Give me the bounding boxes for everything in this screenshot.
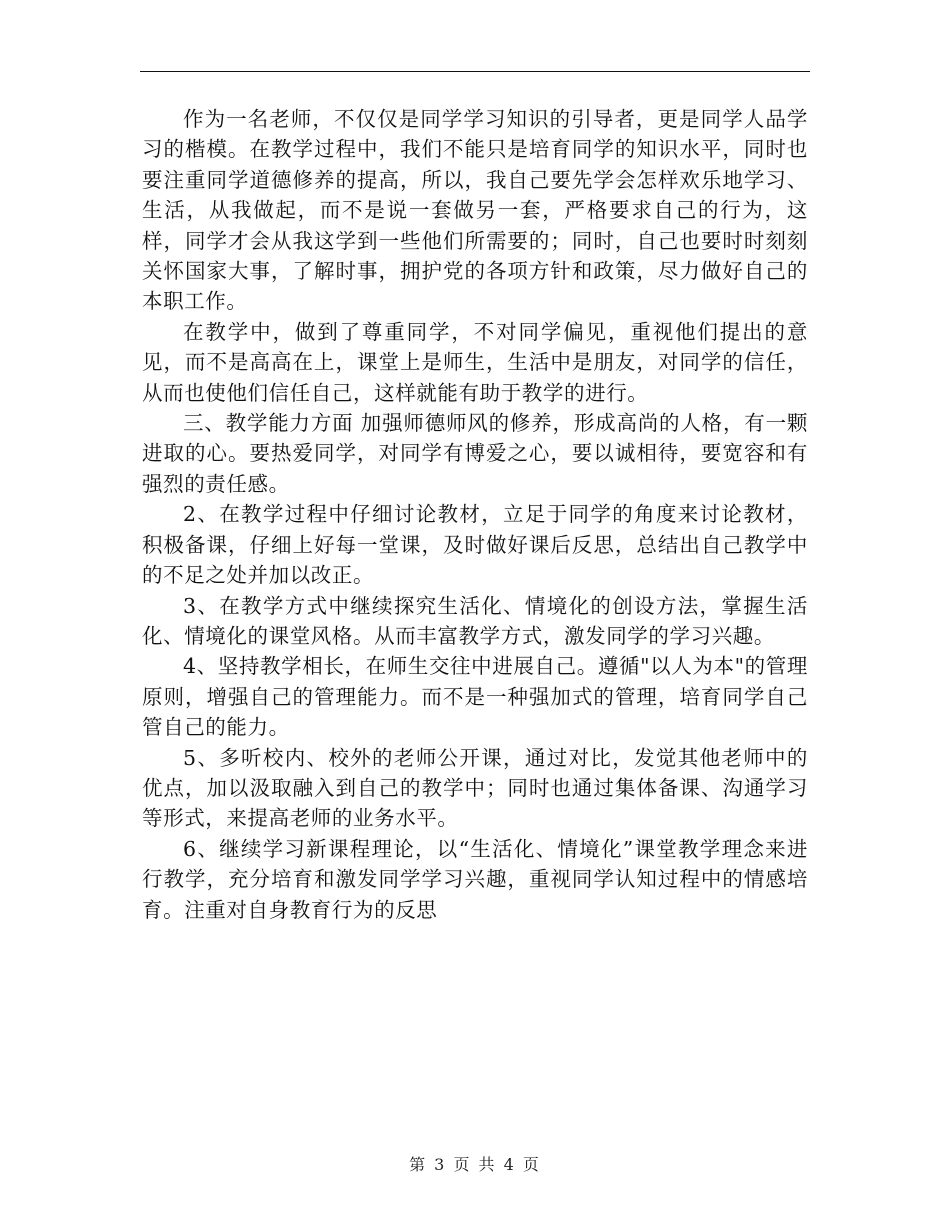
paragraph-respect-students: 在教学中，做到了尊重同学，不对同学偏见，重视他们提出的意见，而不是高高在上，课堂上是师生，生活中是朋友，对同学的信任，从而也使他们信任自己，这样就能有助于教学的进行。 xyxy=(142,319,808,405)
paragraph-teaching-ability: 三、教学能力方面 加强师德师风的修养，形成高尚的人格，有一颗进取的心。要热爱同学，对同学有博爱之心，要以诚相待，要宽容和有强烈的责任感。 xyxy=(142,411,808,496)
paragraph-item-5: 5、多听校内、校外的老师公开课，通过对比，发觉其他老师中的优点，加以汲取融入到自己的教学中；同时也通过集体备课、沟通学习等形式，来提高老师的业务水平。 xyxy=(142,745,808,831)
paragraph-item-2: 2、在教学过程中仔细讨论教材，立足于同学的角度来讨论教材，积极备课，仔细上好每一堂课，及时做好课后反思，总结出自己教学中的不足之处并加以改正。 xyxy=(142,502,808,588)
paragraph-item-4: 4、坚持教学相长，在师生交往中进展自己。遵循"以人为本"的管理原则，增强自己的管理能力。而不是一种强加式的管理，培育同学自己管自己的能力。 xyxy=(142,654,808,740)
header-rule xyxy=(140,71,810,72)
page-number-footer: 第 3 页 共 4 页 xyxy=(409,1155,541,1174)
paragraph-item-3: 3、在教学方式中继续探究生活化、情境化的创设方法，掌握生活化、情境化的课堂风格。从而丰富教学方式，激发同学的学习兴趣。 xyxy=(142,593,808,648)
paragraph-teacher-role: 作为一名老师，不仅仅是同学学习知识的引导者，更是同学人品学习的楷模。在教学过程中，我们不能只是培育同学的知识水平，同时也要注重同学道德修养的提高，所以，我自己要先学会怎样欢乐地学习、生活，从我做起，而不是说一套做另一套，严格要求自己的行为，这样，同学才会从我这学到一些他们所需要的；同时，自己也要时时刻刻关怀国家大事，了解时事，拥护党的各项方针和政策，尽力做好自己的本职工作。 xyxy=(142,107,808,314)
document-body xyxy=(142,104,808,925)
paragraph-item-6: 6、继续学习新课程理论，以“生活化、情境化”课堂教学理念来进行教学，充分培育和激发同学学习兴趣，重视同学认知过程中的情感培育。注重对自身教育行为的反思 xyxy=(142,836,808,922)
